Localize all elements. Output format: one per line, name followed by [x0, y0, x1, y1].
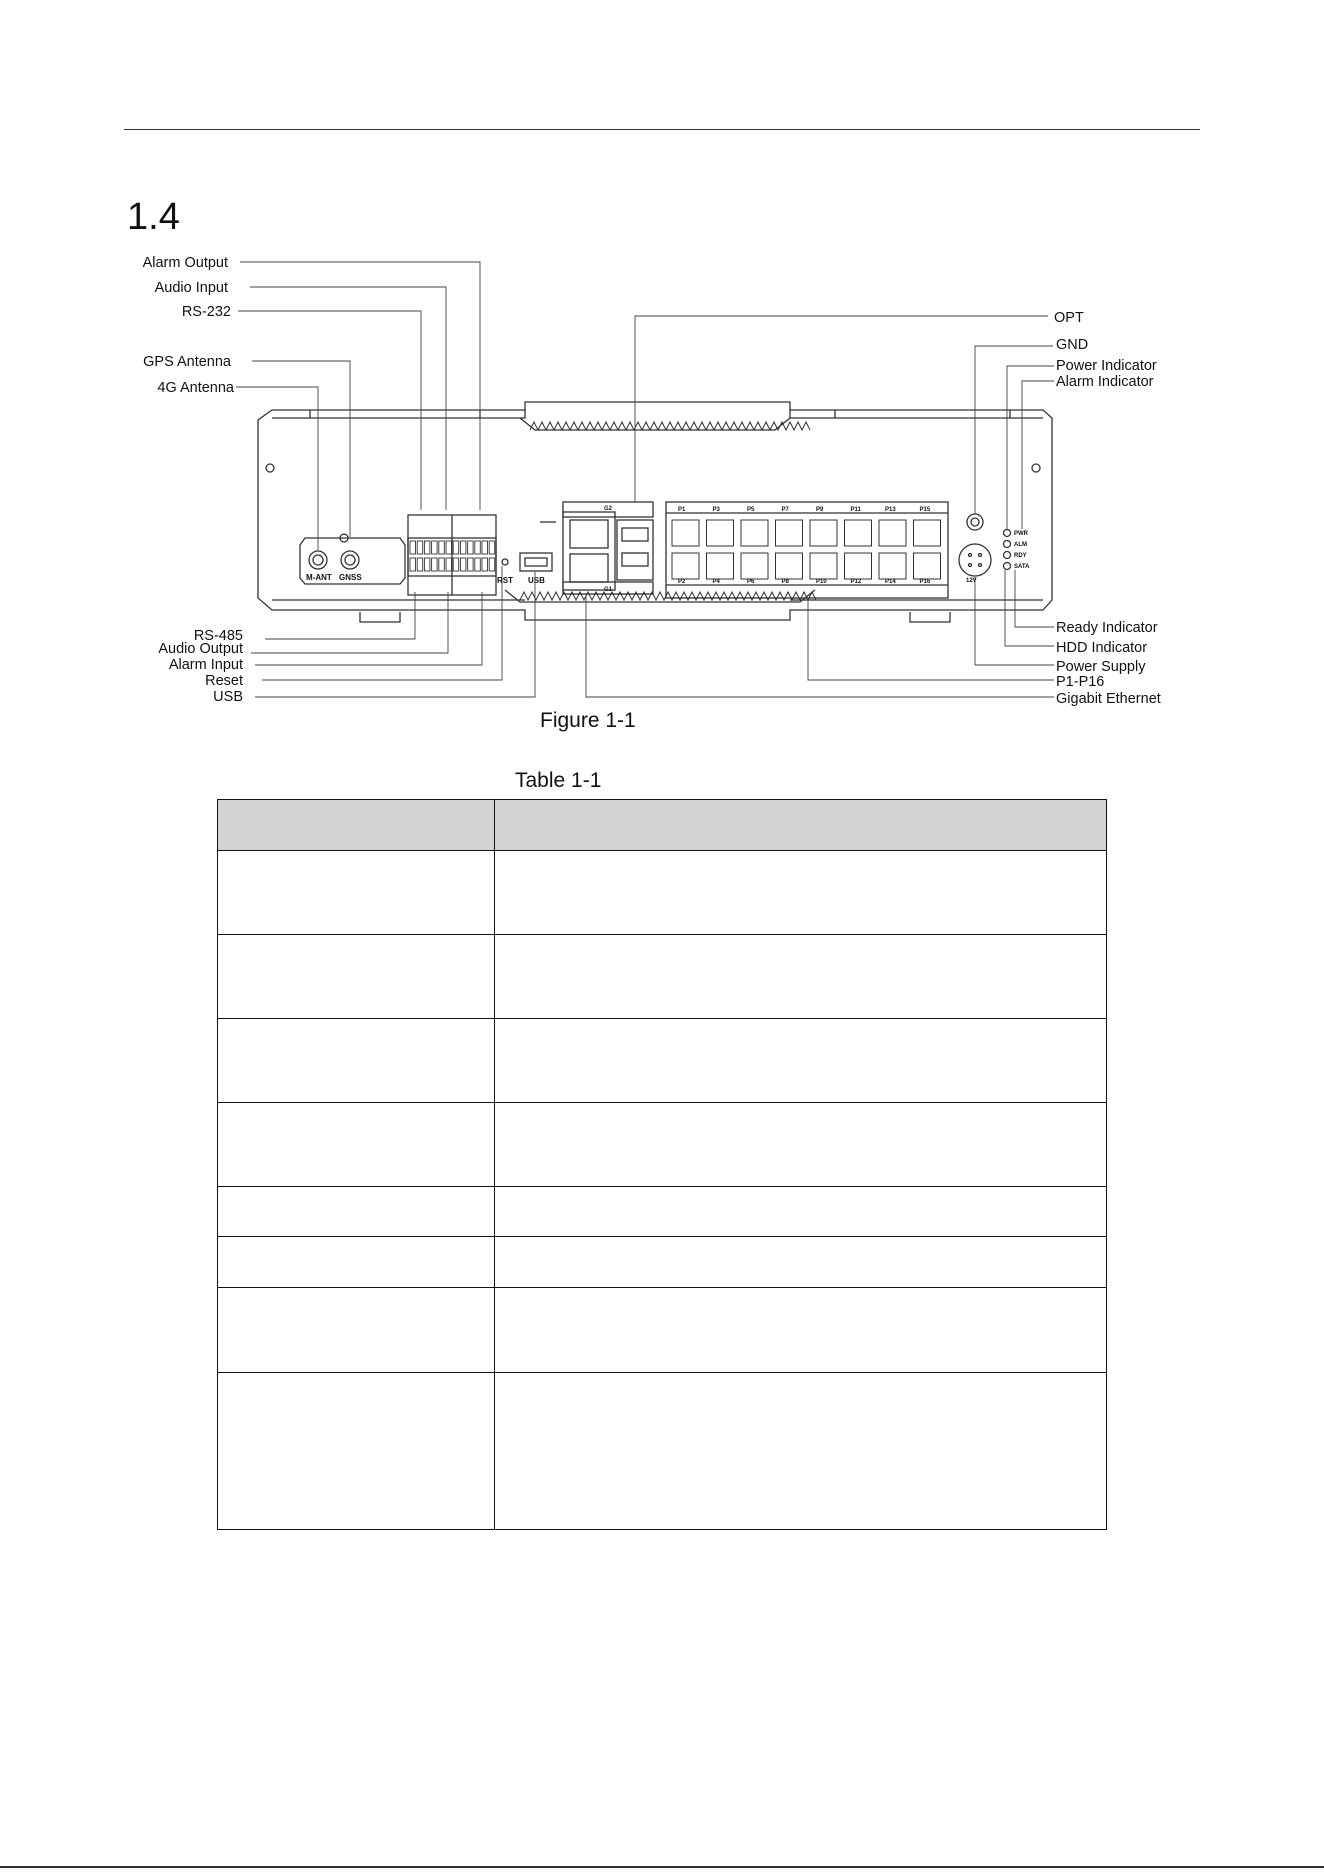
table-row	[218, 1103, 1107, 1187]
terminal-pin	[417, 558, 423, 571]
callout-4g-antenna: 4G Antenna	[157, 380, 234, 396]
table-header-cell	[218, 800, 495, 851]
table-cell	[495, 1288, 1107, 1373]
table-header-cell	[495, 800, 1107, 851]
poe-port	[914, 553, 941, 579]
poe-port-label: P5	[747, 507, 755, 513]
led-sata-mark: SATA	[1014, 564, 1030, 570]
led-alm-mark: ALM	[1014, 542, 1027, 548]
terminal-pin	[475, 541, 481, 554]
poe-port	[707, 553, 734, 579]
description-table	[217, 799, 1107, 1530]
poe-port-label: P9	[816, 507, 824, 513]
poe-port-label: P16	[919, 579, 931, 585]
m-ant-mark: M-ANT	[306, 573, 332, 582]
poe-port-label: P3	[712, 507, 720, 513]
callout-hdd-indicator: HDD Indicator	[1056, 640, 1148, 656]
table-cell	[218, 1373, 495, 1530]
footer-rule	[0, 1866, 1324, 1868]
poe-port	[672, 553, 699, 579]
poe-port	[879, 553, 906, 579]
terminal-pin	[482, 541, 488, 554]
terminal-pin	[468, 558, 474, 571]
table-cell	[218, 1288, 495, 1373]
poe-port	[845, 553, 872, 579]
poe-port-label: P4	[712, 579, 720, 585]
callout-alarm-input: Alarm Input	[168, 657, 243, 673]
poe-port-label: P1	[678, 507, 686, 513]
terminal-pin	[439, 541, 445, 554]
table-cell	[218, 1019, 495, 1103]
table-cell	[495, 1187, 1107, 1237]
poe-port	[879, 520, 906, 546]
callout-gnd: GND	[1056, 337, 1089, 353]
table-row	[218, 1187, 1107, 1237]
poe-port-label: P8	[781, 579, 789, 585]
callout-ready-indicator: Ready Indicator	[1056, 620, 1158, 636]
led-pwr-mark: PWR	[1014, 531, 1028, 537]
table-cell	[495, 1237, 1107, 1288]
rst-mark: RST	[497, 576, 513, 585]
terminal-pin	[460, 541, 466, 554]
terminal-pin	[475, 558, 481, 571]
callout-alarm-output: Alarm Output	[142, 255, 228, 271]
g2-mark: G2	[604, 506, 613, 512]
callout-usb: USB	[213, 689, 243, 705]
header-rule	[124, 129, 1200, 130]
callout-alarm-indicator: Alarm Indicator	[1056, 374, 1154, 390]
table-header-row	[218, 800, 1107, 851]
table-cell	[495, 851, 1107, 935]
poe-port	[810, 520, 837, 546]
callout-power-indicator: Power Indicator	[1056, 358, 1157, 374]
callout-opt: OPT	[1054, 310, 1084, 326]
led-rdy-mark: RDY	[1014, 553, 1027, 559]
poe-port-label: P6	[747, 579, 755, 585]
terminal-pin	[468, 541, 474, 554]
section-number: 1.4	[127, 196, 180, 238]
g1-mark: G1	[604, 587, 613, 593]
table-row	[218, 851, 1107, 935]
table-cell	[218, 1237, 495, 1288]
poe-port-label: P2	[678, 579, 686, 585]
table-cell	[218, 935, 495, 1019]
poe-port-label: P14	[885, 579, 896, 585]
terminal-pin	[446, 541, 452, 554]
terminal-pin	[446, 558, 452, 571]
callout-gps-antenna: GPS Antenna	[143, 354, 231, 370]
table-cell	[495, 935, 1107, 1019]
callout-audio-input: Audio Input	[154, 280, 228, 296]
terminal-pin	[432, 558, 438, 571]
terminal-pin	[432, 541, 438, 554]
poe-port	[707, 520, 734, 546]
callout-rs-232: RS-232	[181, 304, 231, 320]
figure-caption: Figure 1-1	[540, 709, 636, 732]
table-cell	[495, 1103, 1107, 1187]
terminal-pin	[439, 558, 445, 571]
terminal-pin	[424, 558, 430, 571]
poe-port	[776, 520, 803, 546]
poe-port	[845, 520, 872, 546]
callout-reset: Reset	[205, 673, 243, 689]
table-caption: Table 1-1	[515, 769, 602, 792]
terminal-pin	[453, 558, 459, 571]
terminal-pin	[489, 541, 495, 554]
table-cell	[218, 1187, 495, 1237]
table-cell	[495, 1373, 1107, 1530]
table-row	[218, 935, 1107, 1019]
terminal-pin	[410, 558, 416, 571]
table-cell	[495, 1019, 1107, 1103]
poe-port-label: P12	[850, 579, 862, 585]
poe-port-label: P13	[885, 507, 896, 513]
table-row	[218, 1288, 1107, 1373]
poe-port	[741, 520, 768, 546]
poe-port-label: P10	[816, 579, 827, 585]
rear-panel-figure	[0, 240, 1324, 710]
callout-p1-p16: P1-P16	[1056, 674, 1105, 690]
usb-mark: USB	[528, 576, 545, 585]
poe-port-label: P11	[850, 507, 861, 513]
poe-port-label: P15	[919, 507, 931, 513]
12v-mark: 12V	[966, 578, 977, 584]
table-row	[218, 1237, 1107, 1288]
table-cell	[218, 1103, 495, 1187]
poe-port	[810, 553, 837, 579]
callout-rs-485: RS-485	[193, 628, 243, 644]
table-row	[218, 1019, 1107, 1103]
terminal-pin	[453, 541, 459, 554]
callout-power-supply: Power Supply	[1056, 659, 1146, 675]
terminal-pin	[424, 541, 430, 554]
poe-port	[914, 520, 941, 546]
poe-port	[672, 520, 699, 546]
terminal-pin	[489, 558, 495, 571]
terminal-pin	[460, 558, 466, 571]
callout-audio-output: Audio Output	[158, 641, 243, 657]
table-cell	[218, 851, 495, 935]
poe-port-label: P7	[781, 507, 789, 513]
terminal-pin	[410, 541, 416, 554]
terminal-pin	[417, 541, 423, 554]
poe-port	[776, 553, 803, 579]
table-row	[218, 1373, 1107, 1530]
terminal-pin	[482, 558, 488, 571]
poe-port	[741, 553, 768, 579]
gnss-mark: GNSS	[339, 573, 362, 582]
callout-gigabit-ethernet: Gigabit Ethernet	[1056, 691, 1161, 707]
